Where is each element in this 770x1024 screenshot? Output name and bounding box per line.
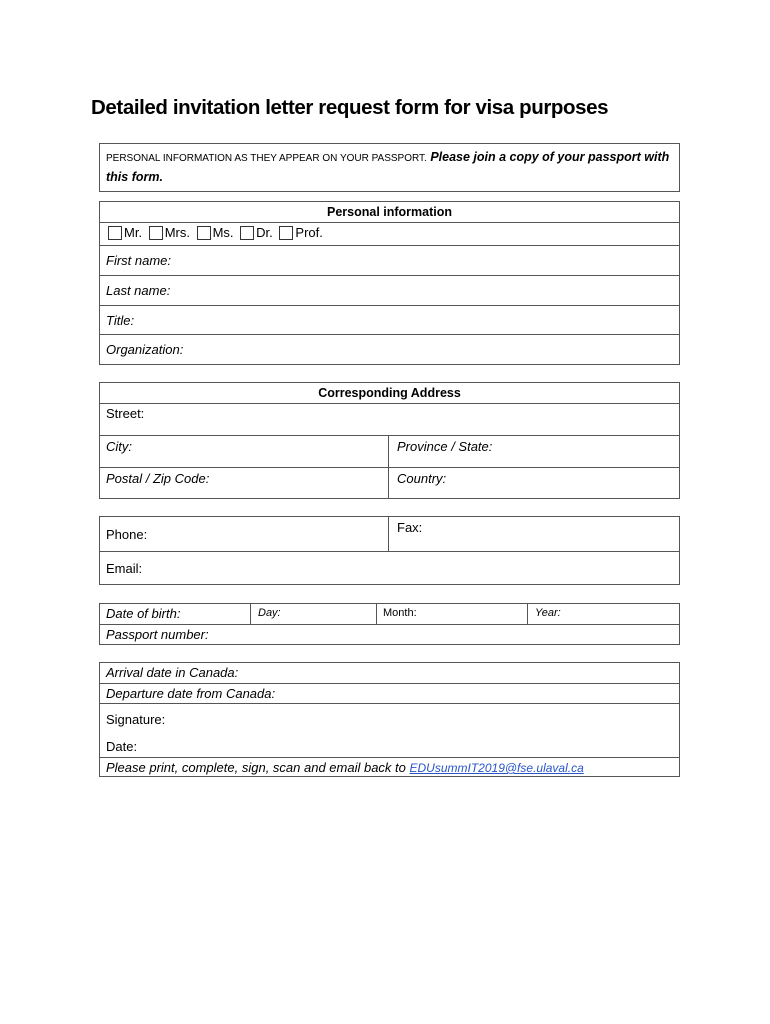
street-label: Street: (106, 406, 145, 421)
phone-label[interactable]: Phone: (106, 527, 148, 542)
title-field[interactable] (100, 305, 679, 334)
dob-divider-1 (250, 604, 251, 624)
ms-label: Ms. (212, 225, 234, 240)
mrs-label: Mrs. (164, 225, 190, 240)
travel-signature-table (99, 662, 680, 777)
mr-label: Mr. (124, 225, 143, 240)
dob-label: Date of birth: (106, 606, 181, 621)
fax-label[interactable]: Fax: (397, 520, 423, 535)
arrival-label: Arrival date in Canada: (106, 665, 239, 680)
prof-checkbox[interactable] (279, 226, 293, 240)
instruction-row (100, 757, 679, 776)
country-label[interactable]: Country: (397, 471, 447, 486)
passport-label: Passport number: (106, 627, 209, 642)
instruction-label: Please print, complete, sign, scan and email back to (106, 760, 406, 775)
mrs-checkbox[interactable] (149, 226, 163, 240)
notice-emphasis: Please join a copy of your passport with this form. (106, 150, 670, 184)
last-name-label: Last name: (106, 283, 171, 298)
email-label: Email: (106, 561, 143, 576)
personal-information-table (99, 201, 680, 365)
first-name-label: First name: (106, 253, 172, 268)
passport-number-field[interactable] (100, 624, 679, 644)
personal-header (100, 202, 679, 222)
prof-label: Prof. (295, 225, 323, 240)
contact-table (99, 516, 680, 585)
date-field[interactable] (100, 737, 679, 757)
departure-field[interactable] (100, 683, 679, 703)
phone-divider (388, 517, 389, 551)
title-field-label: Title: (106, 313, 135, 328)
personal-header-text: Personal information (326, 205, 453, 219)
dr-checkbox[interactable] (240, 226, 254, 240)
postal-country-row (100, 467, 679, 498)
organization-field[interactable] (100, 334, 679, 364)
mr-checkbox[interactable] (108, 226, 122, 240)
title-checkboxes-row (100, 222, 679, 245)
organization-label: Organization: (106, 342, 184, 357)
address-table (99, 382, 680, 499)
passport-notice (99, 143, 680, 192)
day-field[interactable]: Day: (258, 607, 281, 619)
year-field[interactable]: Year: (535, 607, 561, 619)
first-name-field[interactable] (100, 245, 679, 275)
arrival-field[interactable] (100, 663, 679, 683)
instruction-text (106, 760, 584, 775)
phone-fax-row (100, 517, 679, 551)
departure-label: Departure date from Canada: (106, 686, 276, 701)
date-label: Date: (106, 739, 138, 754)
email-field[interactable] (100, 551, 679, 584)
dob-divider-2 (376, 604, 377, 624)
city-divider (388, 436, 389, 467)
ms-checkbox[interactable] (197, 226, 211, 240)
address-header-text: Corresponding Address (318, 386, 461, 400)
province-label[interactable]: Province / State: (397, 439, 493, 454)
city-province-row (100, 435, 679, 467)
signature-label: Signature: (106, 712, 166, 727)
birth-passport-table (99, 603, 680, 645)
title-options (108, 225, 326, 240)
street-field[interactable] (100, 403, 679, 435)
notice-smallcaps: PERSONAL INFORMATION AS THEY APPEAR ON YOUR PASSPORT. (106, 153, 427, 164)
month-field[interactable]: Month: (383, 607, 417, 619)
dr-label: Dr. (256, 225, 273, 240)
date-of-birth-row (100, 604, 679, 624)
dob-divider-3 (527, 604, 528, 624)
postal-label[interactable]: Postal / Zip Code: (106, 471, 210, 486)
address-header (100, 383, 679, 403)
city-label[interactable]: City: (106, 439, 132, 454)
postal-divider (388, 468, 389, 498)
email-link[interactable]: EDUsummIT2019@fse.ulaval.ca (409, 761, 584, 775)
signature-field[interactable] (100, 703, 679, 737)
last-name-field[interactable] (100, 275, 679, 305)
form-title: Detailed invitation letter request form for visa purposes (91, 96, 609, 119)
